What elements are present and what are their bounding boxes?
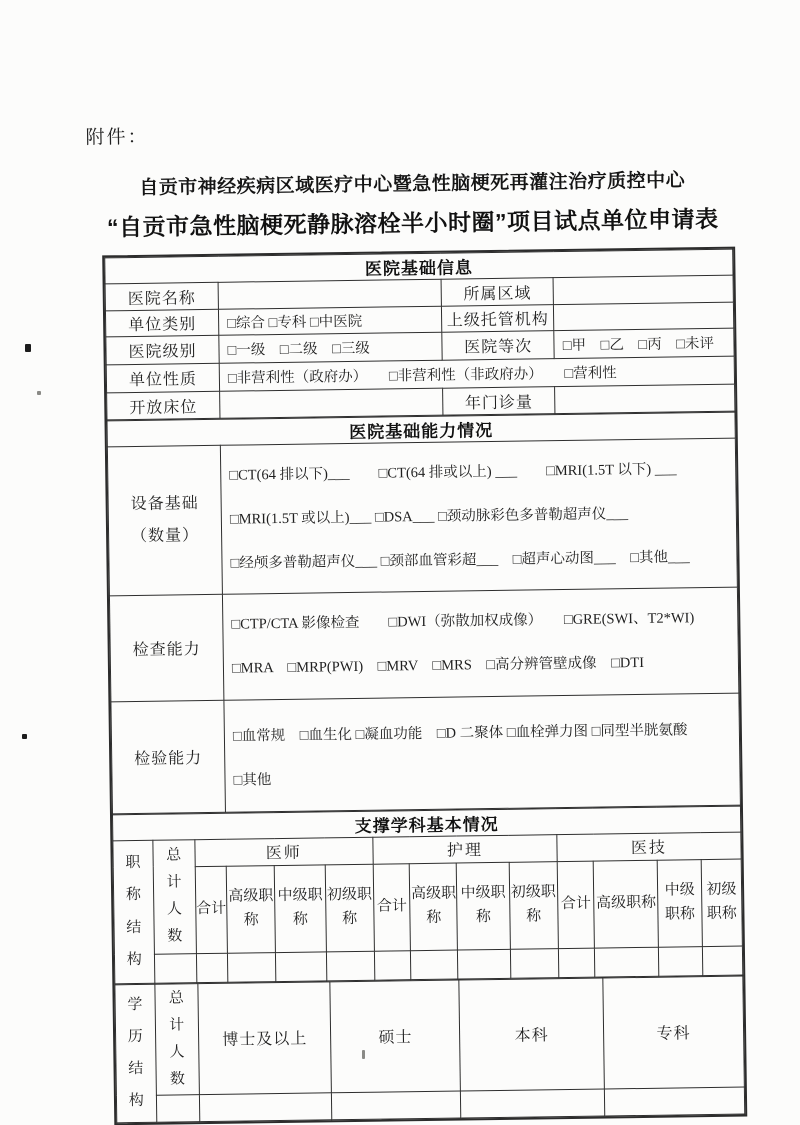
annual-outpatient-label: 年门诊量 (443, 387, 556, 416)
education-value-cell (604, 1087, 744, 1116)
hospital-name-value (218, 279, 441, 309)
hospital-name-label: 医院名称 (105, 282, 218, 311)
exam-options-line1: □CTP/CTA 影像检查 □DWI（弥散加权成像） □GRE(SWI、T2*WI) (231, 610, 695, 634)
staff-value-cell (595, 947, 659, 977)
education-structure-table (114, 975, 745, 1123)
hospital-level-options: □一级 □二级 □三级 (219, 332, 442, 363)
open-beds-value (220, 388, 443, 418)
staff-subcol-header: 中级职称 (275, 865, 326, 953)
staff-subcol-header: 中级职称 (658, 859, 703, 947)
education-col-header: 硕士 (330, 980, 460, 1093)
managing-org-value (554, 302, 734, 331)
unit-category-options: □综合 □专科 □中医院 (218, 306, 441, 335)
staff-value-cell (510, 948, 559, 978)
staff-value-cell (659, 946, 703, 976)
education-value-cell (461, 1089, 605, 1118)
basic-info-table (104, 249, 735, 421)
staff-total-count-label: 总计人数 (152, 839, 196, 954)
education-total-count-label: 总计人数 (154, 983, 199, 1095)
staff-subcol-header: 高级职称 (594, 860, 659, 948)
staff-group-header-nursing: 护理 (373, 834, 557, 864)
education-col-header: 专科 (603, 976, 745, 1089)
staff-value-cell (411, 950, 458, 980)
staff-subcol-header: 初级职称 (325, 864, 375, 952)
staff-subcol-header: 中级职称 (457, 862, 510, 950)
section-header-basic-info: 医院基础信息 (105, 249, 733, 284)
staff-group-header-physicians: 医师 (194, 837, 373, 866)
staff-value-cell (458, 949, 511, 979)
lab-label: 检验能力 (111, 700, 226, 813)
scan-speck (37, 391, 41, 395)
education-col-header: 本科 (459, 978, 604, 1091)
equipment-label (107, 445, 222, 596)
document-title: 自贡市神经疾病区域医疗中心暨急性脑梗死再灌注治疗质控中心 (139, 170, 686, 199)
education-value-cell (332, 1091, 461, 1120)
staff-value-cell (374, 950, 411, 980)
staff-group-header-medtech: 医技 (557, 832, 741, 862)
staff-value-cell (276, 952, 327, 982)
hospital-grade-options: □甲 □乙 □丙 □未评 (554, 328, 734, 359)
equipment-options-line3: □经颅多普勒超声仪___ □颈部血管彩超___ □超声心动图___ □其他___ (230, 548, 690, 572)
hospital-level-label: 医院级别 (106, 335, 219, 365)
education-value-cell (156, 1094, 200, 1122)
staff-subcol-header: 初级职称 (509, 861, 559, 949)
lab-options-line2: □其他 (233, 771, 272, 789)
exam-options-line2: □MRA □MRP(PWI) □MRV □MRS □高分辨管壁成像 □DTI (231, 655, 645, 677)
staff-value-cell (154, 953, 196, 983)
document-subtitle: “自贡市急性脑梗死静脉溶栓半小时圈”项目试点单位申请表 (106, 205, 719, 241)
unit-nature-options: □非营利性（政府办） □非营利性（非政府办） □营利性 (219, 356, 734, 391)
equipment-options-line2: □MRI(1.5T 或以上)___ □DSA___ □颈动脉彩色多普勒超声仪___ (229, 505, 629, 528)
staff-subcol-header: 合计 (373, 863, 411, 951)
section-header-support: 支撑学科基本情况 (112, 806, 740, 841)
lab-options (224, 693, 740, 812)
equipment-label-line1: 设备基础 (130, 495, 199, 514)
title-structure-label: 职称结构 (113, 840, 155, 984)
staff-value-cell (196, 953, 228, 982)
staff-subcol-header: 初级职称 (701, 859, 743, 947)
equipment-options (220, 438, 737, 595)
education-value-cell (199, 1092, 332, 1121)
managing-org-label: 上级托管机构 (441, 305, 554, 333)
staff-value-cell (227, 952, 276, 982)
section-header-capability: 医院基础能力情况 (107, 412, 735, 447)
staff-value-cell (702, 946, 743, 976)
unit-nature-label: 单位性质 (106, 363, 219, 393)
scan-speck (25, 344, 31, 352)
staff-subcol-header: 合计 (557, 861, 595, 949)
staff-subcol-header: 合计 (195, 866, 228, 953)
hospital-grade-label: 医院等次 (442, 331, 555, 361)
staff-subcol-header: 高级职称 (226, 865, 276, 953)
staff-value-cell (326, 951, 375, 981)
lab-options-line1: □血常规 □血生化 □凝血功能 □D 二聚体 □血栓弹力图 □同型半胱氨酸 (232, 722, 688, 745)
unit-category-label: 单位类别 (105, 309, 218, 337)
attachment-label: 附件： (85, 126, 149, 149)
staff-subcol-header: 高级职称 (410, 863, 458, 951)
open-beds-label: 开放床位 (107, 391, 220, 420)
region-label: 所属区域 (441, 278, 554, 307)
document-body (85, 114, 751, 1125)
equipment-label-line2: （数量） (130, 527, 200, 546)
scan-speck (22, 734, 27, 739)
annual-outpatient-value (555, 384, 735, 414)
education-col-header: 博士及以上 (198, 982, 332, 1095)
exam-label: 检查能力 (109, 595, 223, 702)
staff-value-cell (558, 948, 595, 978)
equipment-options-line1: □CT(64 排以下)___ □CT(64 排或以上) ___ □MRI(1.5T 以下) ___ (229, 461, 677, 484)
region-value (553, 275, 733, 305)
scan-speck (362, 1050, 365, 1059)
application-form-table (102, 247, 747, 1125)
education-structure-label: 学历结构 (115, 984, 156, 1123)
staff-structure-table (112, 805, 743, 984)
exam-options (222, 588, 738, 701)
capability-table (106, 412, 740, 814)
